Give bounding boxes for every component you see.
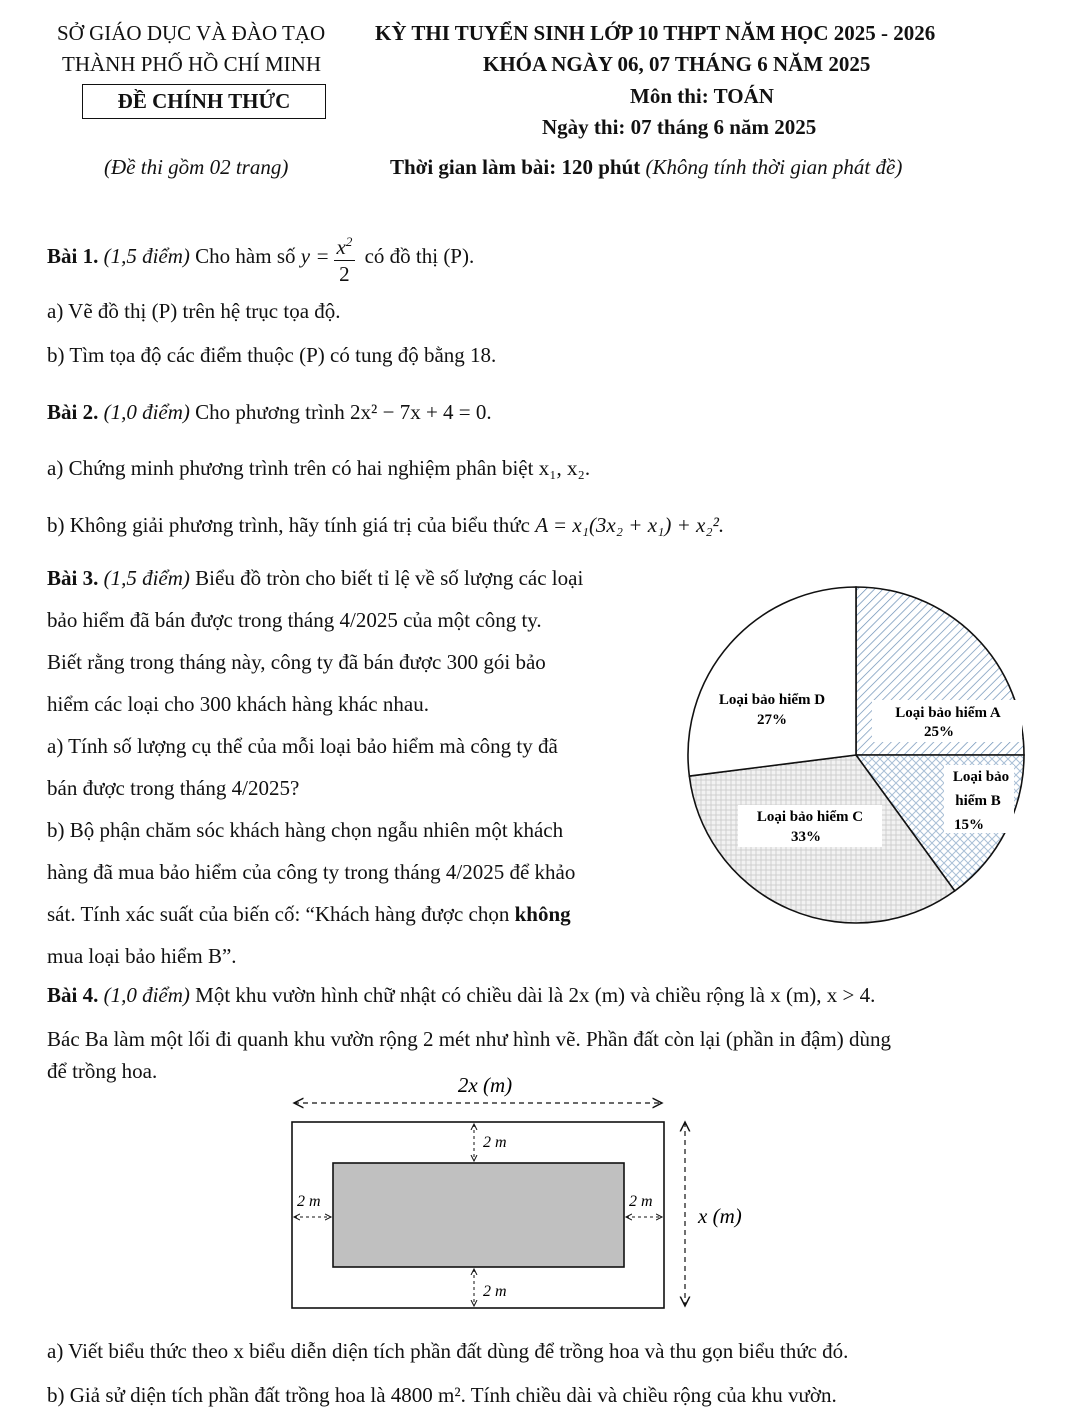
exam-subject: Môn thi: TOÁN: [630, 84, 774, 108]
exam-date: Ngày thi: 07 tháng 6 năm 2025: [542, 115, 817, 139]
bai2-label: Bài 2.: [47, 400, 99, 424]
time-note: (Không tính thời gian phát đề): [645, 155, 903, 179]
bai3-line: hàng đã mua bảo hiểm của công ty trong tháng 4/2025 để khảo: [47, 860, 576, 884]
pie-label-c: Loại bảo hiểm C: [756, 809, 864, 825]
official-exam-box: ĐỀ CHÍNH THỨC: [82, 84, 326, 119]
gap-right-label: 2 m: [629, 1193, 653, 1210]
bai4-statement: [47, 983, 875, 1008]
city-name: THÀNH PHỐ HỒ CHÍ MINH: [62, 52, 321, 76]
bai1-label: Bài 1.: [47, 244, 99, 268]
exam-session: KHÓA NGÀY 06, 07 THÁNG 6 NĂM 2025: [483, 52, 871, 76]
bai2-expression: A = x₁(3x₂ + x₁) + x₂².: [535, 513, 725, 537]
department-name: SỞ GIÁO DỤC VÀ ĐÀO TẠO: [57, 21, 326, 45]
bai1-points: (1,5 điểm): [103, 244, 190, 268]
gap-top-label: 2 m: [483, 1134, 507, 1151]
bai1-question-b: b) Tìm tọa độ các điểm thuộc (P) có tung độ bằng 18.: [47, 343, 497, 367]
length-label: 2x (m): [457, 1073, 513, 1097]
pie-label-b-line2: hiểm B: [955, 793, 1001, 809]
pie-chart: [676, 575, 1036, 935]
bai3-line-text: sát. Tính xác suất của biến cố: “Khách hàng được chọn: [47, 902, 510, 926]
bai1-statement: [47, 226, 474, 287]
bai2-statement: [47, 400, 492, 425]
bai2-question-b-text: b) Không giải phương trình, hãy tính giá trị của biểu thức: [47, 513, 530, 537]
exam-title: KỲ THI TUYỂN SINH LỚP 10 THPT NĂM HỌC 2025 - 2026: [375, 21, 936, 45]
bai4-points: (1,0 điểm): [103, 983, 190, 1007]
pie-label-b-line1: Loại bảo: [952, 769, 1010, 785]
bai3-line-text: Biểu đồ tròn cho biết tỉ lệ về số lượng các loại: [195, 566, 584, 590]
pie-value-c: 33%: [791, 829, 821, 845]
bai2-question-b: [47, 513, 724, 538]
pie-label-a: Loại bảo hiểm A: [895, 705, 1001, 721]
bai3-line: [47, 560, 663, 596]
bai3-question-b: b) Bộ phận chăm sóc khách hàng chọn ngẫu nhiên một khách: [47, 818, 564, 842]
bai3-line: [47, 896, 663, 932]
bai3-block: [47, 560, 663, 974]
bai3-bold-word: không: [514, 902, 571, 926]
bai4-label: Bài 4.: [47, 983, 99, 1007]
pie-slice-d: [688, 587, 856, 776]
bai4-line: Bác Ba làm một lối đi quanh khu vườn rộng 2 mét như hình vẽ. Phần đất còn lại (phần in đậm) dùng: [47, 1027, 891, 1051]
time-info: [390, 155, 902, 180]
pages-note: (Đề thi gồm 02 trang): [104, 155, 289, 179]
bai3-question-a: a) Tính số lượng cụ thể của mỗi loại bảo hiểm mà công ty đã: [47, 734, 558, 758]
bai4-text: Một khu vườn hình chữ nhật có chiều dài là 2x (m) và chiều rộng là x (m), x > 4.: [195, 983, 876, 1007]
width-label: x (m): [698, 1204, 742, 1228]
pie-value-d: 27%: [757, 712, 787, 728]
pie-value-a: 25%: [924, 724, 954, 740]
bai1-text-b: có đồ thị (P).: [364, 244, 475, 268]
time-label: Thời gian làm bài: 120 phút: [390, 155, 641, 179]
bai3-line: bảo hiểm đã bán được trong tháng 4/2025 của một công ty.: [47, 608, 542, 632]
bai1-fraction: $\frac{x^2}{2}$: [334, 229, 356, 287]
flower-bed: [333, 1163, 624, 1267]
bai4-question-a: a) Viết biểu thức theo x biểu diễn diện tích phần đất dùng để trồng hoa và thu gọn biểu thức đó.: [47, 1339, 849, 1363]
bai3-line: bán được trong tháng 4/2025?: [47, 776, 300, 800]
bai2-points: (1,0 điểm): [103, 400, 190, 424]
bai3-label: Bài 3.: [47, 566, 99, 590]
gap-left-label: 2 m: [297, 1193, 321, 1210]
bai3-line: mua loại bảo hiểm B”.: [47, 944, 237, 968]
bai4-question-b: b) Giả sử diện tích phần đất trồng hoa là 4800 m². Tính chiều dài và chiều rộng của khu vườn.: [47, 1383, 837, 1407]
bai1-function: y =: [300, 244, 330, 268]
bai2-text: Cho phương trình 2x² − 7x + 4 = 0.: [195, 400, 492, 424]
pie-label-d: Loại bảo hiểm D: [718, 692, 826, 708]
bai4-line: để trồng hoa.: [47, 1059, 158, 1083]
bai3-line: Biết rằng trong tháng này, công ty đã bán được 300 gói bảo: [47, 650, 546, 674]
bai3-points: (1,5 điểm): [103, 566, 190, 590]
bai3-line: hiểm các loại cho 300 khách hàng khác nhau.: [47, 692, 429, 716]
pie-value-b: 15%: [954, 817, 984, 833]
garden-figure: [280, 1070, 760, 1320]
bai1-question-a: a) Vẽ đồ thị (P) trên hệ trục tọa độ.: [47, 299, 341, 323]
gap-bottom-label: 2 m: [483, 1283, 507, 1300]
bai1-text: Cho hàm số: [195, 244, 296, 268]
bai2-question-a: a) Chứng minh phương trình trên có hai nghiệm phân biệt x₁, x₂.: [47, 456, 591, 480]
